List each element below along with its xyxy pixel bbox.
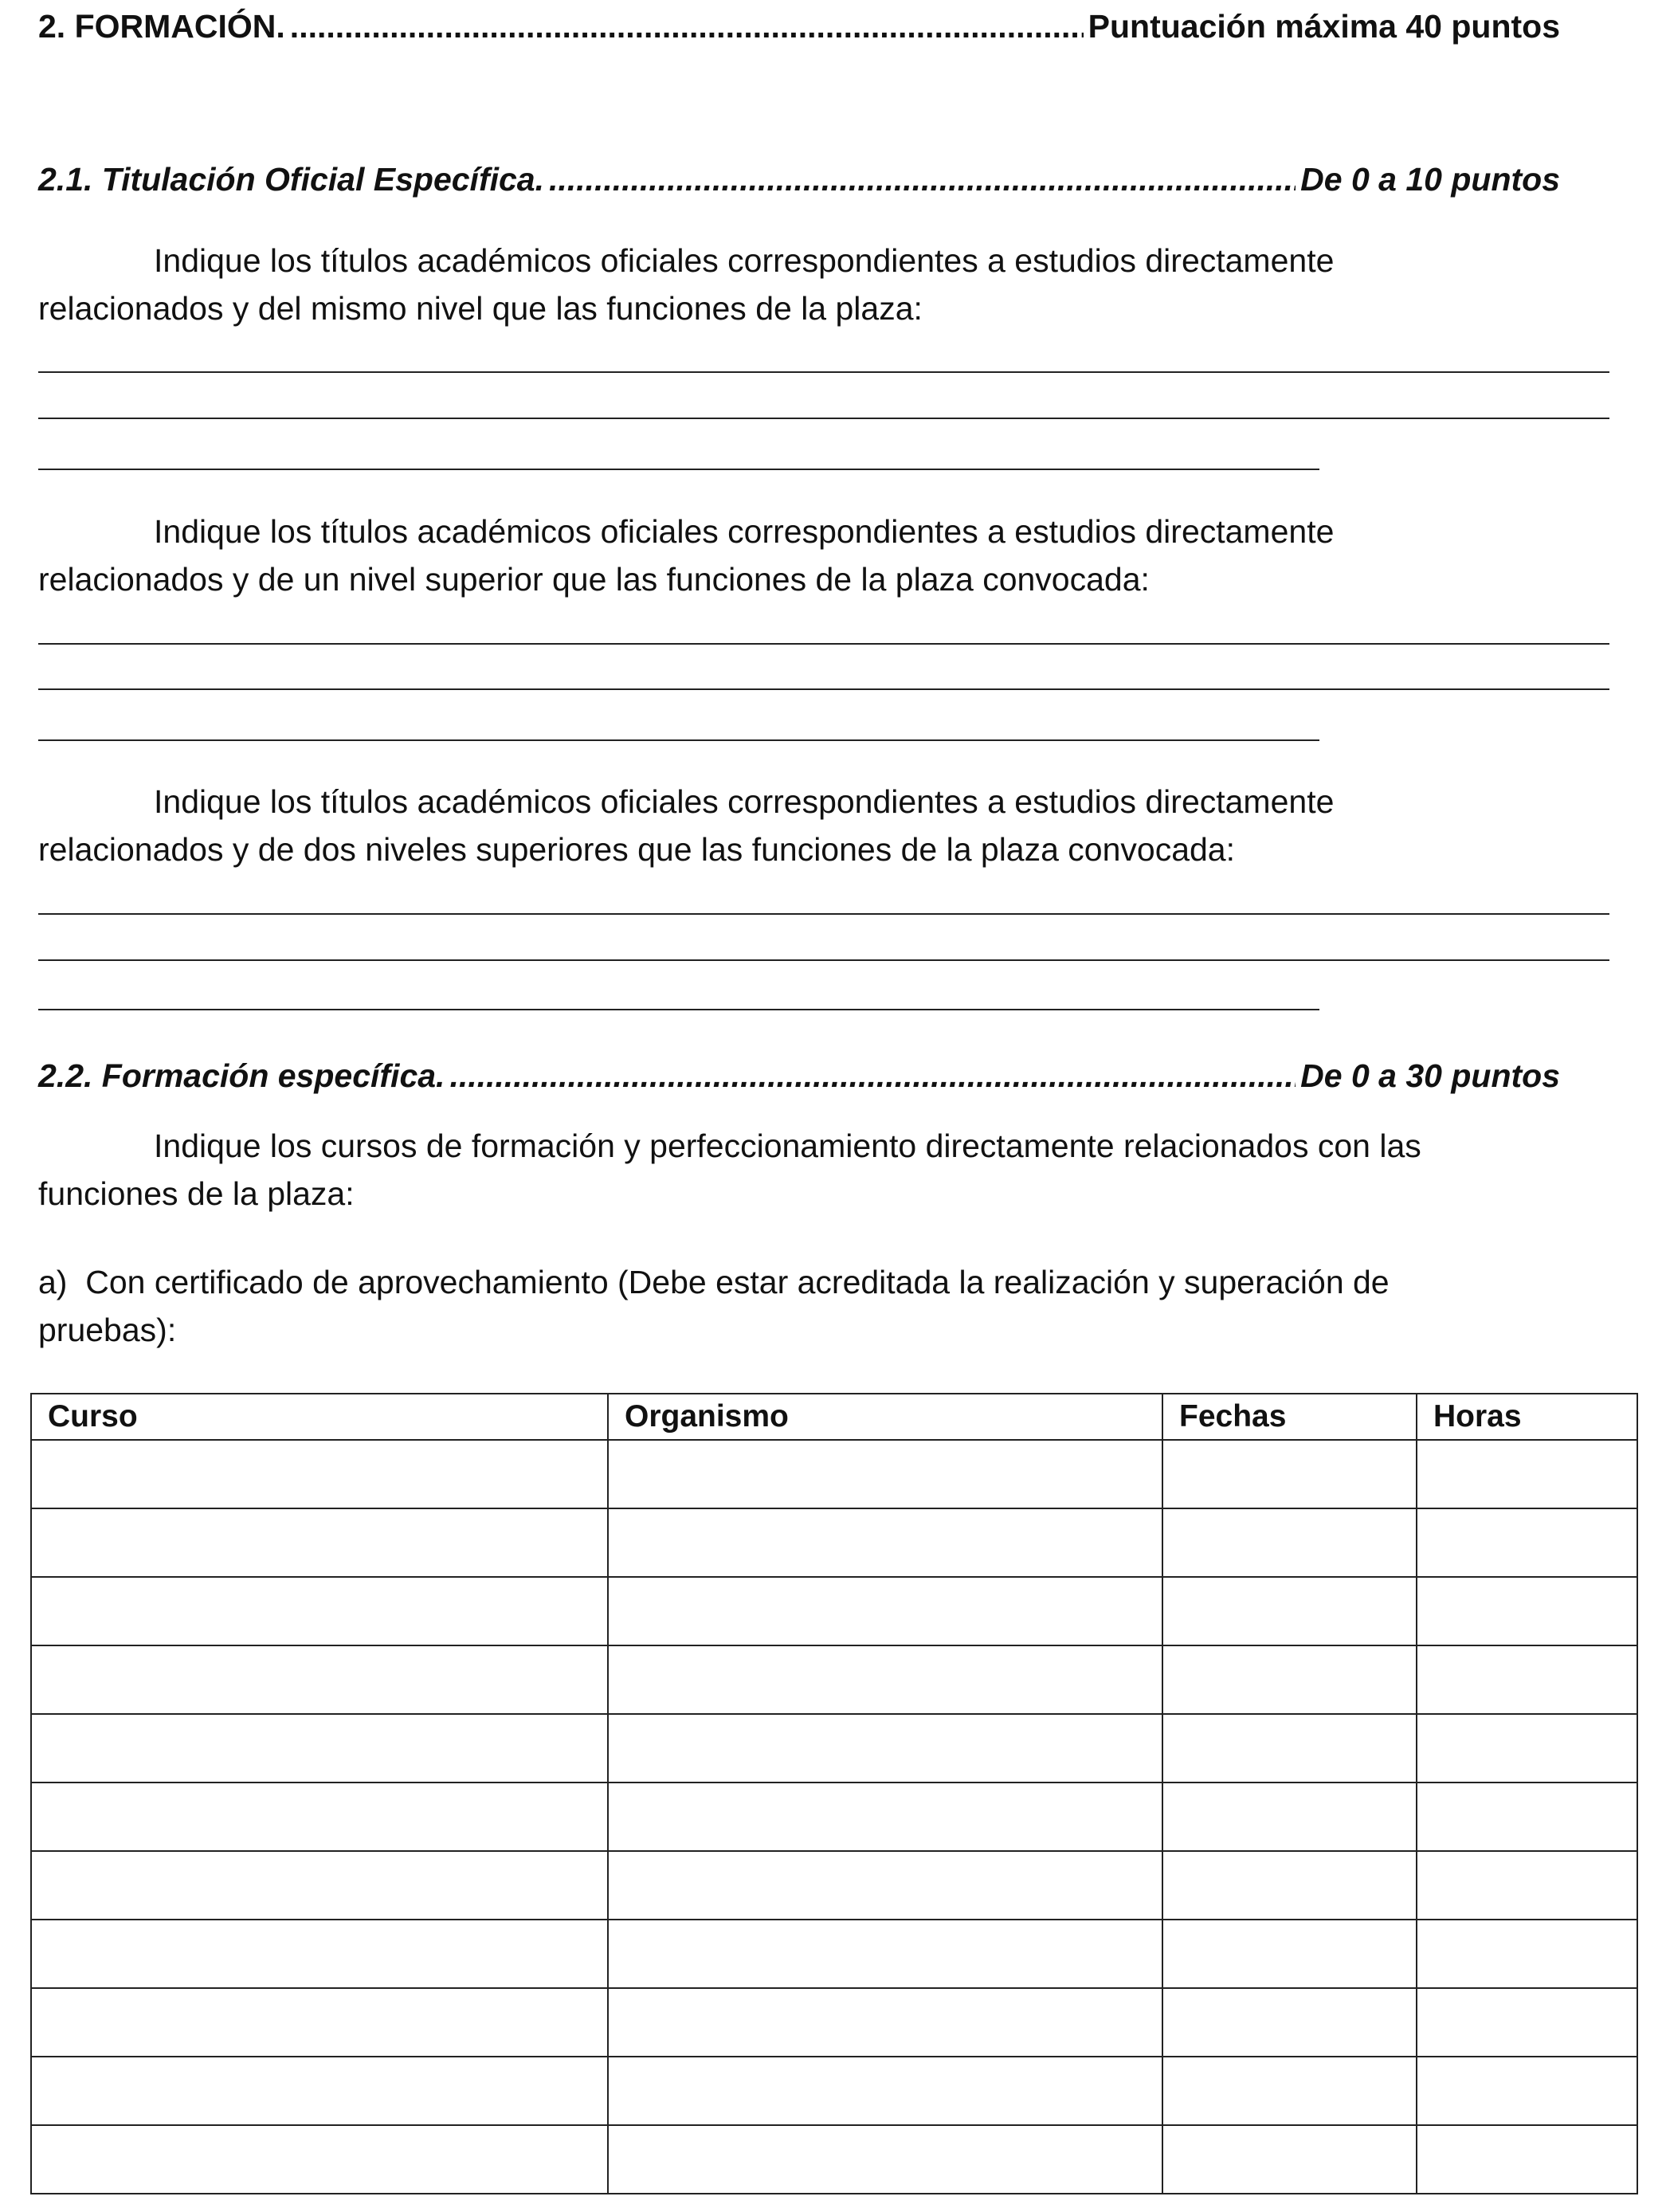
table-cell-horas[interactable] [1417, 2057, 1637, 2125]
table-cell-horas[interactable] [1417, 1783, 1637, 1851]
answer-line-two-levels-2[interactable] [38, 959, 1609, 961]
table-cell-curso[interactable] [31, 1440, 608, 1508]
table-cell-fechas[interactable] [1162, 1783, 1417, 1851]
table-cell-horas[interactable] [1417, 1920, 1637, 1988]
table-cell-fechas[interactable] [1162, 1508, 1417, 1577]
prompt-one-level-higher [38, 508, 1624, 603]
section-2-2-heading [38, 1056, 1560, 1096]
table-cell-curso[interactable] [31, 2125, 608, 2194]
column-header-horas: Horas [1417, 1394, 1637, 1440]
table-cell-organismo[interactable] [608, 1783, 1162, 1851]
answer-line-one-level-1[interactable] [38, 643, 1609, 645]
table-row [31, 2057, 1637, 2125]
table-cell-horas[interactable] [1417, 1440, 1637, 1508]
item-a-rest: pruebas): [38, 1312, 177, 1348]
answer-line-two-levels-3[interactable] [38, 1009, 1319, 1010]
column-header-organismo: Organismo [608, 1394, 1162, 1440]
section-2-1-points: De 0 a 10 puntos [1300, 161, 1560, 198]
table-cell-curso[interactable] [31, 1920, 608, 1988]
table-row [31, 2125, 1637, 2194]
table-cell-organismo[interactable] [608, 2057, 1162, 2125]
table-row [31, 1851, 1637, 1920]
answer-line-one-level-3[interactable] [38, 739, 1319, 741]
prompt-two-levels-higher-lead: Indique los títulos académicos oficiales correspondientes a estudios directamente [154, 783, 1335, 820]
table-row [31, 1988, 1637, 2057]
table-cell-horas[interactable] [1417, 2125, 1637, 2194]
table-cell-horas[interactable] [1417, 1645, 1637, 1714]
table-cell-fechas[interactable] [1162, 1851, 1417, 1920]
prompt-two-levels-higher [38, 778, 1624, 873]
table-cell-curso[interactable] [31, 1577, 608, 1645]
answer-line-two-levels-1[interactable] [38, 913, 1609, 915]
answer-line-one-level-2[interactable] [38, 688, 1609, 690]
table-row [31, 1508, 1637, 1577]
item-a-certificate [38, 1258, 1624, 1354]
table-cell-horas[interactable] [1417, 1714, 1637, 1783]
answer-line-same-level-3[interactable] [38, 469, 1319, 470]
prompt-training-courses [38, 1122, 1624, 1218]
section-2-1-heading [38, 159, 1560, 199]
table-cell-curso[interactable] [31, 1783, 608, 1851]
dot-leader [549, 159, 1296, 199]
table-cell-fechas[interactable] [1162, 1645, 1417, 1714]
table-cell-organismo[interactable] [608, 1988, 1162, 2057]
table-row [31, 1440, 1637, 1508]
dot-leader [449, 1056, 1296, 1096]
prompt-one-level-higher-rest: relacionados y de un nivel superior que las funciones de la plaza convocada: [38, 561, 1150, 598]
table-cell-organismo[interactable] [608, 1645, 1162, 1714]
table-cell-organismo[interactable] [608, 1440, 1162, 1508]
item-a-lead: a) Con certificado de aprovechamiento (Debe estar acreditada la realización y superación de [38, 1264, 1390, 1300]
table-header-row [31, 1394, 1637, 1440]
prompt-one-level-higher-lead: Indique los títulos académicos oficiales correspondientes a estudios directamente [154, 513, 1335, 550]
table-row [31, 1783, 1637, 1851]
table-cell-organismo[interactable] [608, 1714, 1162, 1783]
section-2-2-points: De 0 a 30 puntos [1300, 1057, 1560, 1094]
table-row [31, 1577, 1637, 1645]
prompt-same-level-rest: relacionados y del mismo nivel que las funciones de la plaza: [38, 290, 923, 327]
table-cell-curso[interactable] [31, 1645, 608, 1714]
table-cell-organismo[interactable] [608, 1577, 1162, 1645]
table-cell-fechas[interactable] [1162, 1577, 1417, 1645]
table-cell-curso[interactable] [31, 1851, 608, 1920]
section-2-label: 2. FORMACIÓN. [38, 8, 285, 45]
prompt-training-courses-lead: Indique los cursos de formación y perfeccionamiento directamente relacionados con las [154, 1128, 1421, 1164]
prompt-same-level [38, 237, 1624, 332]
table-cell-curso[interactable] [31, 2057, 608, 2125]
table-cell-fechas[interactable] [1162, 2125, 1417, 2194]
courses-table [30, 1393, 1638, 2194]
table-cell-organismo[interactable] [608, 1851, 1162, 1920]
table-cell-organismo[interactable] [608, 1920, 1162, 1988]
table-cell-fechas[interactable] [1162, 1440, 1417, 1508]
table-cell-fechas[interactable] [1162, 1920, 1417, 1988]
column-header-fechas: Fechas [1162, 1394, 1417, 1440]
prompt-same-level-lead: Indique los títulos académicos oficiales correspondientes a estudios directamente [154, 242, 1335, 279]
table-cell-organismo[interactable] [608, 1508, 1162, 1577]
table-cell-horas[interactable] [1417, 1508, 1637, 1577]
table-row [31, 1714, 1637, 1783]
section-2-1-label: 2.1. Titulación Oficial Específica. [38, 161, 544, 198]
table-row [31, 1645, 1637, 1714]
prompt-training-courses-rest: funciones de la plaza: [38, 1175, 355, 1212]
table-cell-curso[interactable] [31, 1508, 608, 1577]
dot-leader [290, 6, 1084, 46]
table-cell-curso[interactable] [31, 1714, 608, 1783]
table-cell-horas[interactable] [1417, 1988, 1637, 2057]
column-header-curso: Curso [31, 1394, 608, 1440]
table-cell-horas[interactable] [1417, 1577, 1637, 1645]
answer-line-same-level-2[interactable] [38, 418, 1609, 419]
section-2-2-label: 2.2. Formación específica. [38, 1057, 445, 1094]
table-cell-fechas[interactable] [1162, 1988, 1417, 2057]
prompt-two-levels-higher-rest: relacionados y de dos niveles superiores que las funciones de la plaza convocada: [38, 831, 1236, 868]
table-row [31, 1920, 1637, 1988]
table-cell-fechas[interactable] [1162, 2057, 1417, 2125]
table-cell-horas[interactable] [1417, 1851, 1637, 1920]
table-cell-organismo[interactable] [608, 2125, 1162, 2194]
answer-line-same-level-1[interactable] [38, 371, 1609, 373]
section-2-heading [38, 6, 1560, 46]
table-cell-fechas[interactable] [1162, 1714, 1417, 1783]
table-cell-curso[interactable] [31, 1988, 608, 2057]
section-2-points: Puntuación máxima 40 puntos [1088, 8, 1560, 45]
